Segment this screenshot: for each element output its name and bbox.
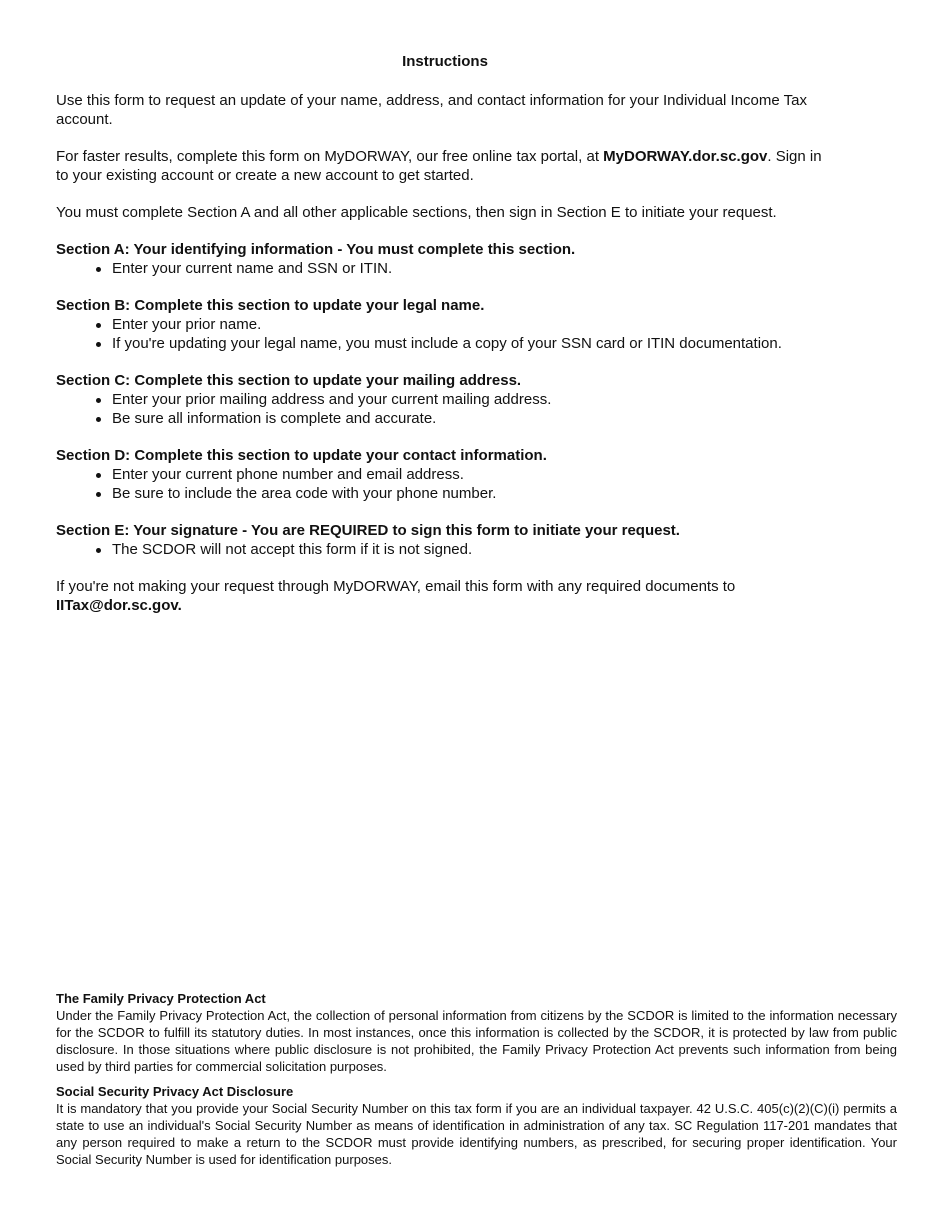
section-a-heading: Section A: Your identifying information - You must complete this section. xyxy=(56,241,576,258)
ssn-disclosure-body: It is mandatory that you provide your Social Security Number on this tax form if you are an individual taxpayer. 42 U.S.C. 405(c)(2)(C)(i) permits a state to use an individual's Social Security Number as means of identification in administration of any tax. SC Regulation 117-201 mandates that any person required to make a return to the SCDOR must provide identifying numbers, as prescribed, for securing proper identification. Your Social Security Number is used for identification purposes. xyxy=(56,1101,897,1167)
email-note-text: If you're not making your request through MyDORWAY, email this form with any required documents to xyxy=(56,578,736,595)
list-item: Be sure all information is complete and accurate. xyxy=(112,409,826,428)
section-c-list xyxy=(56,390,826,428)
mydorway-link[interactable]: MyDORWAY.dor.sc.gov xyxy=(603,148,768,165)
page-title: Instructions xyxy=(402,53,488,70)
section-e xyxy=(56,521,826,559)
legal-footer xyxy=(56,990,897,1176)
section-d xyxy=(56,446,826,503)
must-complete-paragraph: You must complete Section A and all other applicable sections, then sign in Section E to initiate your request. xyxy=(56,204,777,221)
faster-suffix: . Sign in to your existing account or create a new account to get started. xyxy=(56,148,822,184)
instructions-body xyxy=(56,91,826,633)
list-item: Be sure to include the area code with your phone number. xyxy=(112,484,826,503)
email-paragraph xyxy=(56,577,826,615)
section-c xyxy=(56,371,826,428)
privacy-act-body: Under the Family Privacy Protection Act, the collection of personal information from citizens by the SCDOR is limited to the information necessary for the SCDOR to fulfill its statutory duties. In most instances, once this information is collected by the SCDOR, it is protected by law from public disclosure. In those situations where public disclosure is not prohibited, the Family Privacy Protection Act prevents such information from being used by third parties for commercial solicitation purposes. xyxy=(56,1008,897,1074)
list-item: If you're updating your legal name, you must include a copy of your SSN card or ITIN documentation. xyxy=(112,334,826,353)
faster-prefix: For faster results, complete this form on MyDORWAY, our free online tax portal, at xyxy=(56,148,604,165)
section-e-list xyxy=(56,540,826,559)
ssn-disclosure-heading: Social Security Privacy Act Disclosure xyxy=(56,1084,294,1099)
section-d-heading: Section D: Complete this section to update your contact information. xyxy=(56,447,547,464)
email-address-link[interactable]: IITax@dor.sc.gov. xyxy=(56,597,182,614)
list-item: Enter your prior mailing address and your current mailing address. xyxy=(112,390,826,409)
section-b-list xyxy=(56,315,826,353)
list-item: The SCDOR will not accept this form if it is not signed. xyxy=(112,540,826,559)
list-item: Enter your prior name. xyxy=(112,315,826,334)
section-e-heading: Section E: Your signature - You are REQUIRED to sign this form to initiate your request. xyxy=(56,522,680,539)
list-item: Enter your current name and SSN or ITIN. xyxy=(112,259,826,278)
faster-results-paragraph xyxy=(56,147,826,185)
section-a xyxy=(56,240,826,278)
privacy-act-heading: The Family Privacy Protection Act xyxy=(56,991,266,1006)
list-item: Enter your current phone number and email address. xyxy=(112,465,826,484)
section-b xyxy=(56,296,826,353)
section-a-list xyxy=(56,259,826,278)
section-b-heading: Section B: Complete this section to update your legal name. xyxy=(56,297,485,314)
section-d-list xyxy=(56,465,826,503)
section-c-heading: Section C: Complete this section to update your mailing address. xyxy=(56,372,522,389)
intro-paragraph: Use this form to request an update of your name, address, and contact information for your Individual Income Tax account. xyxy=(56,92,807,128)
